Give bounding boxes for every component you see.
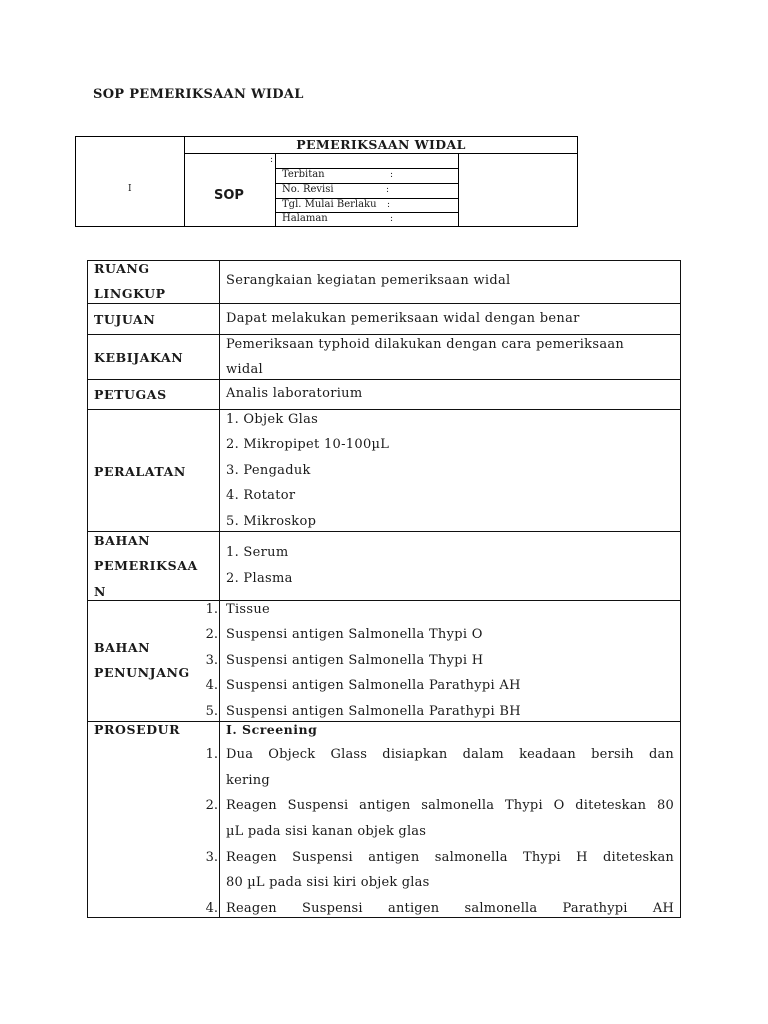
row-label-petugas: PETUGAS (94, 387, 167, 402)
list-item: Suspensi antigen Salmonella Parathypi AH (226, 678, 521, 693)
row-label-pemeriksaa: PEMERIKSAA (94, 558, 198, 573)
list-item: Suspensi antigen Salmonella Parathypi BH (226, 704, 521, 719)
list-item: Suspensi antigen Salmonella Thypi H (226, 653, 484, 668)
step-text-line: µL pada sisi kanan objek glas (226, 824, 427, 839)
list-item: 3. Pengaduk (226, 463, 311, 478)
row-label-bahan: BAHAN (94, 533, 151, 548)
field-label-terbitan: Terbitan (282, 169, 325, 180)
list-item: 2. Plasma (226, 571, 293, 586)
field-label-halaman: Halaman (282, 213, 328, 224)
step-text-line: Dua Objeck Glass disiapkan dalam keadaan bersih dan (226, 747, 674, 762)
sop-label: SOP (214, 188, 244, 203)
row-label-tujuan: TUJUAN (94, 312, 156, 327)
kebijakan-text-line1: Pemeriksaan typhoid dilakukan dengan cara pemeriksaan (226, 337, 625, 352)
step-number: 4. (205, 901, 218, 916)
list-item: Suspensi antigen Salmonella Thypi O (226, 627, 483, 642)
column-divider (219, 261, 220, 917)
list-number: 5. (205, 704, 218, 719)
list-item: 1. Objek Glas (226, 412, 319, 427)
field-sep: : (386, 185, 390, 195)
step-text-line: Reagen Suspensi antigen salmonella Thypi O diteteskan 80 (226, 798, 674, 813)
row-label-bahan: BAHAN (94, 640, 151, 655)
list-number: 4. (205, 678, 218, 693)
row-label-penunjang: PENUNJANG (94, 665, 190, 680)
colon-mark: : (270, 155, 274, 165)
tujuan-text: Dapat melakukan pemeriksaan widal dengan benar (226, 311, 580, 326)
sop-main-table (87, 260, 681, 918)
field-label-tgl-mulai: Tgl. Mulai Berlaku (282, 199, 377, 210)
field-sep: : (387, 200, 391, 210)
list-item: 4. Rotator (226, 488, 296, 503)
list-item: Tissue (226, 602, 271, 617)
row-label-ruang: RUANG (94, 261, 150, 276)
field-label-no-revisi: No. Revisi (282, 184, 334, 195)
list-number: 1. (205, 602, 218, 617)
list-item: 2. Mikropipet 10-100µL (226, 437, 390, 452)
header-title: PEMERIKSAAN WIDAL (296, 137, 466, 152)
prosedur-heading: I. Screening (226, 722, 318, 737)
document-title: SOP PEMERIKSAAN WIDAL (93, 87, 304, 102)
field-sep: : (390, 214, 394, 224)
logo-placeholder: I (128, 184, 132, 194)
step-number: 1. (205, 747, 218, 762)
list-number: 2. (205, 627, 218, 642)
row-label-peralatan: PERALATAN (94, 464, 186, 479)
step-text-line: Reagen Suspensi antigen salmonella Thypi H diteteskan (226, 850, 674, 865)
list-item: 1. Serum (226, 545, 289, 560)
list-item: 5. Mikroskop (226, 514, 317, 529)
ruang-lingkup-text: Serangkaian kegiatan pemeriksaan widal (226, 273, 511, 288)
petugas-text: Analis laboratorium (226, 386, 363, 401)
row-label-lingkup: LINGKUP (94, 286, 166, 301)
step-number: 2. (205, 798, 218, 813)
row-label-n: N (94, 584, 107, 599)
step-text-line: kering (226, 773, 270, 788)
step-text-line: 80 µL pada sisi kiri objek glas (226, 875, 430, 890)
step-number: 3. (205, 850, 218, 865)
kebijakan-text-line2: widal (226, 362, 264, 377)
row-label-prosedur: PROSEDUR (94, 722, 181, 737)
step-text-line: Reagen Suspensi antigen salmonella Parathypi AH (226, 901, 674, 916)
row-label-kebijakan: KEBIJAKAN (94, 350, 184, 365)
list-number: 3. (205, 653, 218, 668)
field-sep: : (390, 170, 394, 180)
